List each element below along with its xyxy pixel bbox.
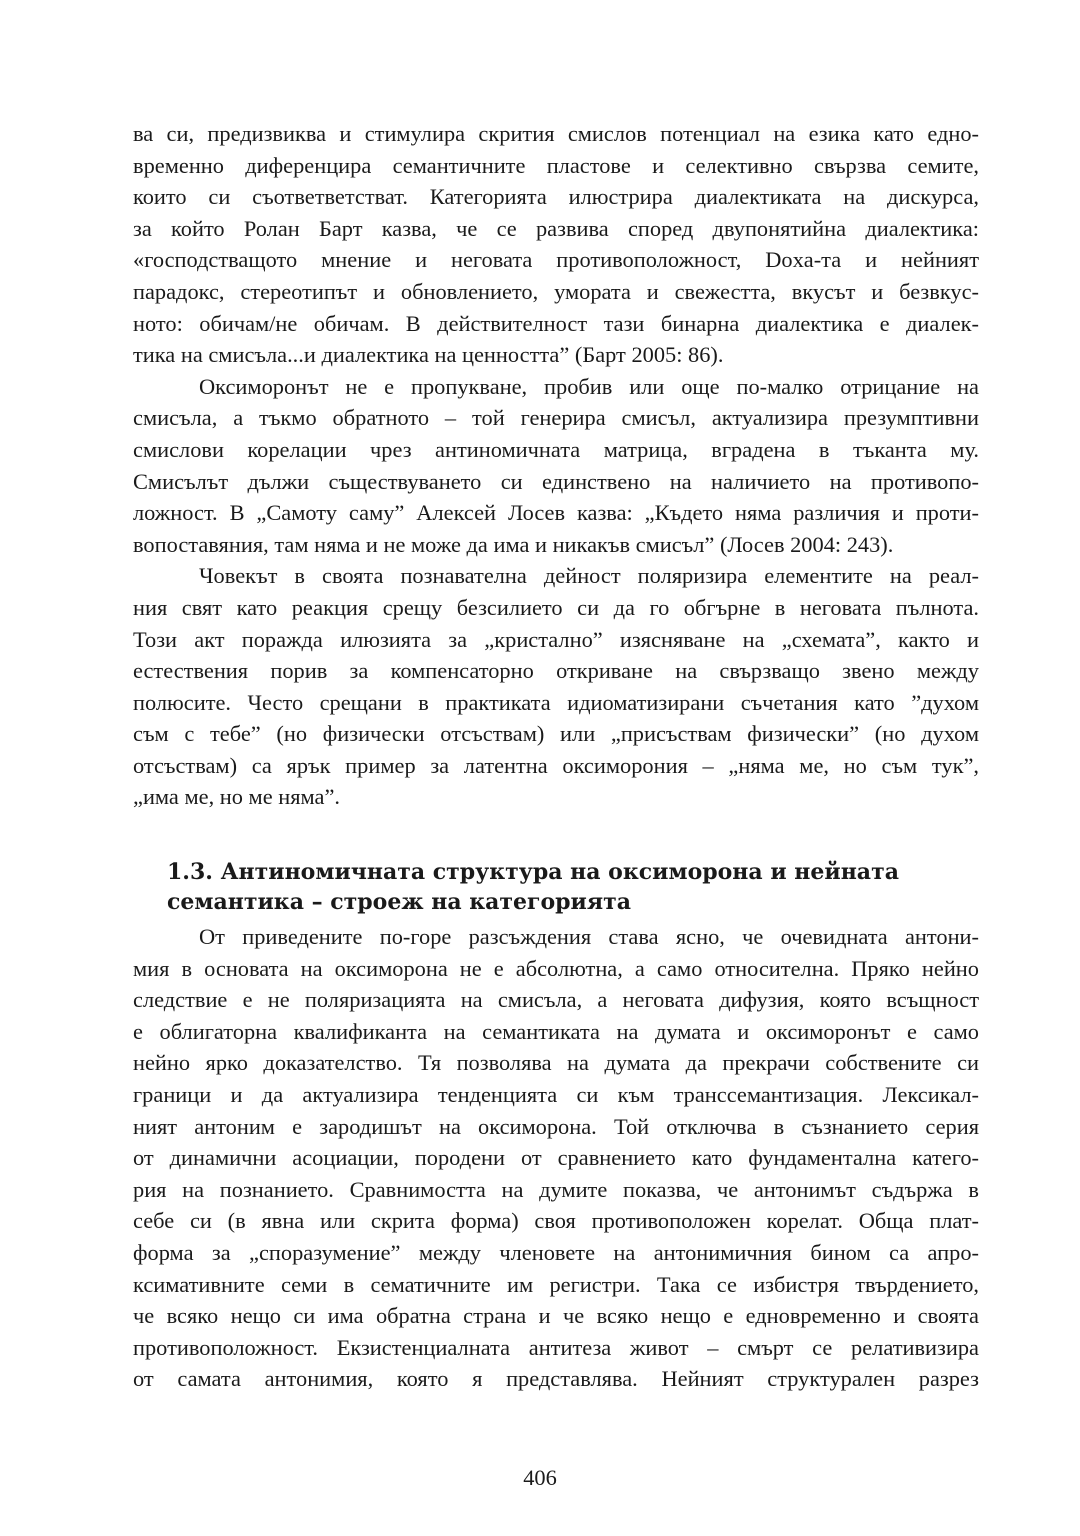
text-line: ният антоним е зародишът на оксиморона. Той отключва в съзнанието серия xyxy=(133,1113,979,1139)
text-line: че всяко нещо си има обратна страна и че всяко нещо е едновременно и своята xyxy=(133,1303,979,1329)
body-text-top xyxy=(133,118,979,813)
text-line: „има ме, но ме няма”. xyxy=(133,784,341,810)
text-line: себе си (в явна или скрита форма) своя противоположен корелат. Обща плат- xyxy=(133,1208,979,1234)
text-line: съм с тебе” (но физически отсъствам) или „присъствам физически” (но духом xyxy=(133,721,979,747)
text-line: парадокс, стереотипът и обновлението, умората и свежестта, вкусът и безвкус- xyxy=(133,278,979,304)
text-line: смисъла, а тъкмо обратното – той генерира смисъл, актуализира презумптивни xyxy=(133,405,979,431)
text-line: «господстващото мнение и неговата противоположност, Doxa-та и нейният xyxy=(133,247,979,273)
text-line: Смисълът дължи съществуването си единствено на наличието на противопо- xyxy=(133,468,979,494)
text-line: противоположност. Екзистенциалната антитеза живот – смърт се релативизира xyxy=(133,1334,979,1360)
section-heading xyxy=(133,857,979,917)
text-line: следствие е не поляризацията на смисъла, а неговата дифузия, която всъщност xyxy=(133,987,979,1013)
text-line: ложност. В „Самоту саму” Алексей Лосев казва: „Където няма различия и проти- xyxy=(133,500,979,526)
text-line: от динамични асоциации, породени от сравнението като фундаментална катего- xyxy=(133,1145,979,1171)
text-line: е облигаторна квалификанта на семантиката на думата и оксиморонът е само xyxy=(133,1018,979,1044)
section-heading-line: 1.3. Антиномичната структура на оксиморона и нейната xyxy=(167,859,899,886)
text-line: нейно ярко доказателство. Тя позволява на думата да прекрачи собствените си xyxy=(133,1050,979,1076)
text-line: които си съответветстват. Категорията илюстрира диалектиката на дискурса, xyxy=(133,184,979,210)
text-line: смислови корелации чрез антиномичната матрица, вградена в тъканта му. xyxy=(133,436,979,462)
text-line: мия в основата на оксиморона не е абсолютна, а само относителна. Пряко нейно xyxy=(133,955,979,981)
text-line: ва си, предизвиква и стимулира скрития смислов потенциал на езика като едно- xyxy=(133,121,979,146)
text-line: отсъствам) са ярък пример за латентна оксиморония – „няма ме, но съм тук”, xyxy=(133,752,979,778)
paragraph xyxy=(133,371,979,561)
text-line: вопоставяния, там няма и не може да има и никакъв смисъл” (Лосев 2004: 243). xyxy=(133,531,894,557)
text-line: временно диференцира семантичните пластове и селективно свързва семите, xyxy=(133,152,979,178)
text-line: форма за „споразумение” между членовете на антонимичния бином са апро- xyxy=(133,1240,979,1265)
paragraph xyxy=(133,560,979,813)
text-line: полюсите. Често срещани в практиката идиоматизирани съчетания като ”духом xyxy=(133,689,979,715)
page-body xyxy=(133,118,979,1395)
text-line: Човекът в своята познавателна дейност поляризира елементите на реал- xyxy=(199,563,979,589)
text-line: рия на познанието. Сравнимостта на думите показва, че антонимът съдържа в xyxy=(133,1176,979,1202)
text-line: Оксиморонът не е пропукване, пробив или още по-малко отрицание на xyxy=(199,373,979,399)
text-line: ния свят като реакция срещу безсилието си да го обгърне в неговата пълнота. xyxy=(133,594,979,620)
text-line: от самата антонимия, която я представлява. Нейният структурален разрез xyxy=(133,1366,979,1392)
text-line: Този акт поражда илюзията за „кристално” изясняване на „схемата”, както и xyxy=(133,626,979,652)
page-number: 406 xyxy=(523,1465,557,1490)
text-line: ното: обичам/не обичам. В действителност тази бинарна диалектика е диалек- xyxy=(133,310,979,336)
text-line: естествения порив за компенсаторно откриване на свързващо звено между xyxy=(133,658,979,684)
text-line: за който Ролан Барт казва, че се развива според двупонятийна диалектика: xyxy=(133,215,979,241)
body-text-bottom xyxy=(133,921,979,1395)
text-line: От приведените по-горе разсъждения става ясно, че очевидната антони- xyxy=(199,924,979,950)
section-heading-line: семантика – строеж на категорията xyxy=(167,889,632,916)
text-line: граници и да актуализира тенденцията си към транссемантизация. Лексикал- xyxy=(133,1082,979,1108)
paragraph xyxy=(133,921,979,1395)
paragraph xyxy=(133,118,979,371)
text-line: ксимативните семи в сематичните им регистри. Така се избистря твърдението, xyxy=(133,1271,979,1297)
text-line: тика на смисъла...и диалектика на ценността” (Барт 2005: 86). xyxy=(133,342,724,368)
